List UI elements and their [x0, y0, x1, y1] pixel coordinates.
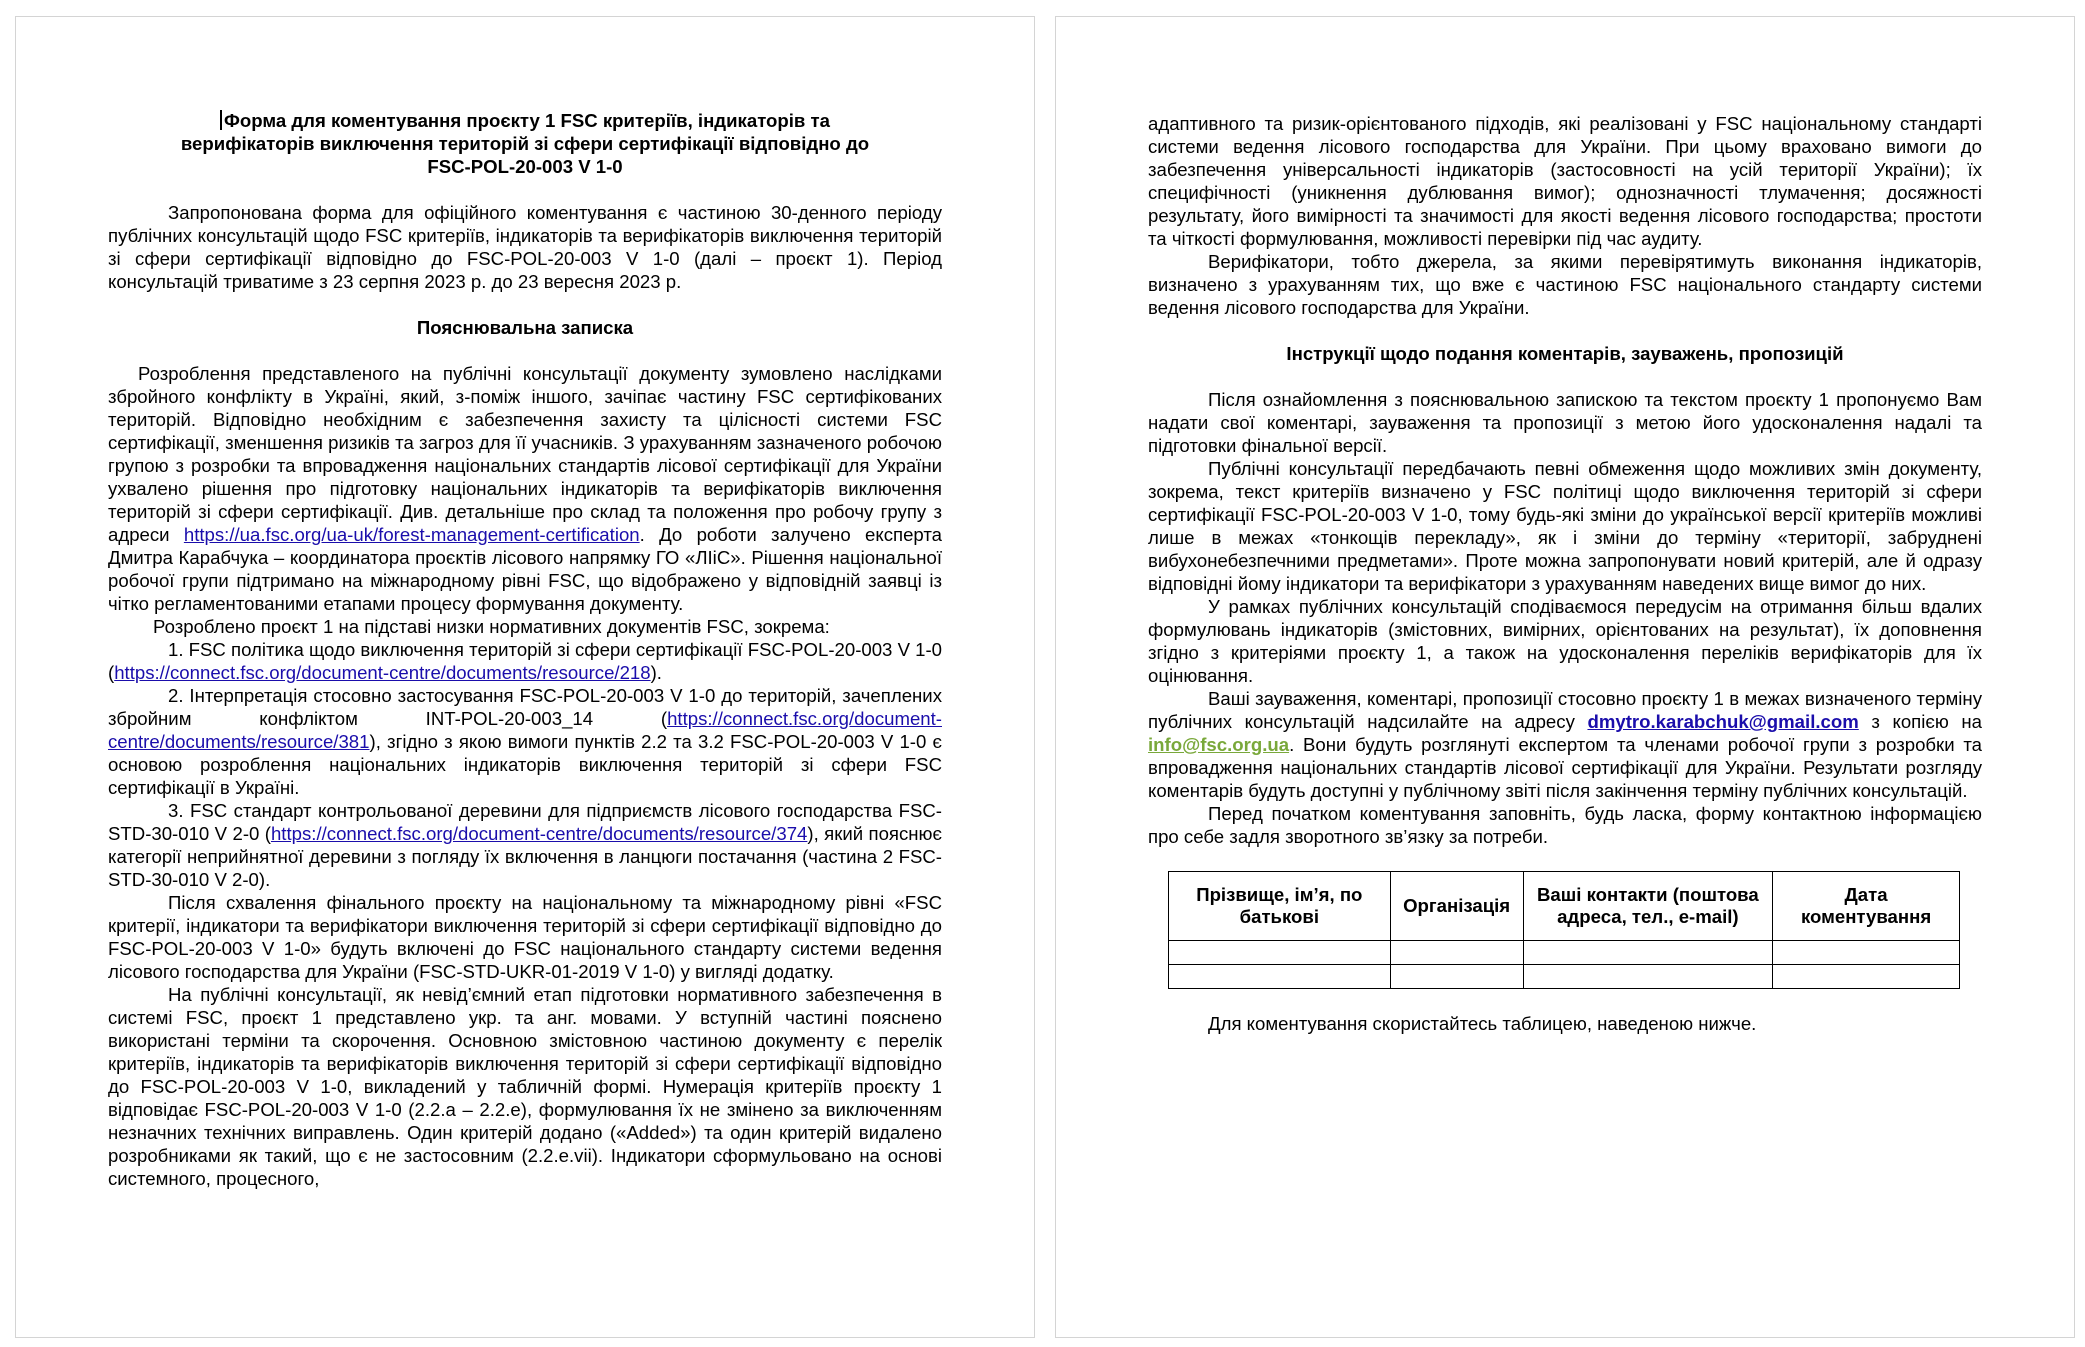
source-item-2-end: ), згідно з якою вимоги пунктів 2.2 та 3.2 FSC-POL-20-003 V 1-0 є основою розроблення національних індикаторів виключення територій зі сфери FSC сертифікації в Україні. — [108, 731, 942, 798]
table-cell[interactable] — [1390, 941, 1523, 965]
source-item-3 — [108, 799, 942, 891]
note-paragraph-4: На публічні консультації, як невід’ємний етап підготовки нормативного забезпечення в системі FSC, проєкт 1 представлено укр. та анг. мовами. У вступній частині пояснено використані терміни та скорочення. Основною змістовною частиною документу є перелік критеріїв, індикаторів та верифікаторів виключення територій зі сфери сертифікації відповідно до FSC-POL-20-003 V 1-0, викладений у табличній формі. Нумерація критеріїв проєкту 1 відповідає FSC-POL-20-003 V 1-0 (2.2.a – 2.2.e), формулювання їх не змінено за виключенням незначних технічних виправлень. Один критерій додано («Added») та один критерій видалено розробниками як такий, що є не застосовним (2.2.e.vii). Індикатори сформульовано на основі системного, процесного, — [108, 984, 942, 1189]
fsc-std-30-010-link[interactable]: https://connect.fsc.org/document-centre/documents/resource/374 — [270, 823, 808, 844]
table-row — [1169, 941, 1960, 965]
text-cursor — [220, 110, 222, 130]
instructions-paragraph-4-text: Ваші зауваження, коментарі, пропозиції стосовно проєкту 1 в межах визначеного терміну публічних консультацій надсилайте на адресу — [1148, 688, 1982, 732]
note-paragraph-1 — [108, 362, 942, 615]
instructions-paragraph-2: Публічні консультації передбачають певні обмеження щодо можливих змін документу, зокрема, текст критеріїв визначено у FSC політиці щодо виключення територій зі сфери сертифікації FSC-POL-20-003 V 1-0, тому будь-які зміни до української версії критеріїв можливі лише в межах «тонкощів перекладу», як і зміни до терміну «території, забруднені вибухонебезпечними предметами». Проте можна запропонувати новий критерій, але й одразу відповідні йому індикатори та верифікатори з урахуванням наведених вище вимог до них. — [1148, 458, 1982, 594]
source-item-1-end: ). — [650, 662, 662, 683]
fsc-pol-20-003-link[interactable]: https://connect.fsc.org/document-centre/documents/resource/218 — [114, 662, 651, 683]
contact-info-table — [1168, 871, 1960, 989]
table-row — [1169, 965, 1960, 989]
verifiers-paragraph: Верифікатори, тобто джерела, за якими перевірятимуть виконання індикаторів, визначено з урахуванням тих, що вже є частиною FSC національного стандарту системи ведення лісового господарства для України. — [1148, 251, 1982, 318]
table-cell[interactable] — [1169, 941, 1391, 965]
comment-table-note: Для коментування скористайтесь таблицею, наведеною нижче. — [1208, 1013, 1757, 1034]
instructions-heading: Інструкції щодо подання коментарів, зауважень, пропозицій — [1286, 343, 1844, 364]
form-title — [108, 109, 942, 178]
instructions-paragraph-3: У рамках публічних консультацій сподіваємося передусім на отримання більш вдалих формулювань індикаторів (змістовних, вимірних, орієнтованих на результат), їх доповнення згідно з критеріями проєкту 1, а також на удосконалення переліків верифікаторів для їх оцінювання. — [1148, 596, 1982, 686]
table-cell[interactable] — [1523, 941, 1773, 965]
document-page-right — [1055, 16, 2075, 1338]
source-item-1-text: 1. FSC політика щодо виключення територій зі сфери сертифікації FSC-POL-20-003 V 1-0 ( — [108, 639, 943, 683]
form-title-line-1: Форма для коментування проєкту 1 FSC критеріїв, індикаторів та — [224, 110, 830, 131]
page-left-content — [108, 109, 942, 1190]
instructions-paragraph-4-rest: . Вони будуть розглянуті експертом та членами робочої групи з розробки та впровадження національних стандартів лісової сертифікації для України. Результати розгляду коментарів будуть доступні у публічному звіті після закінчення терміну публічних консультацій. — [1148, 734, 1982, 801]
instructions-paragraph-4-mid: з копією на — [1858, 711, 1982, 732]
form-title-line-3: FSC-POL-20-003 V 1-0 — [427, 156, 623, 177]
instructions-paragraph-4 — [1148, 687, 1982, 802]
instructions-paragraph-5: Перед початком коментування заповніть, будь ласка, форму контактною інформацією про себе задля зворотного зв’язку за потреби. — [1148, 803, 1982, 847]
source-item-3-text: 3. FSC стандарт контрольованої деревини для підприємств лісового господарства FSC-STD-30-010 V 2-0 ( — [108, 800, 942, 844]
source-item-1 — [108, 638, 942, 684]
note-paragraph-3: Після схвалення фінального проєкту на національному та міжнародному рівні «FSC критерії, індикатори та верифікатори виключення територій зі сфери сертифікації відповідно до FSC-POL-20-003 V 1-0» будуть включені до FSC національного стандарту системи ведення лісового господарства для України (FSC-STD-UKR-01-2019 V 1-0) у вигляді додатку. — [108, 892, 942, 982]
table-cell[interactable] — [1390, 965, 1523, 989]
table-cell[interactable] — [1773, 941, 1960, 965]
header-full-name: Прізвище, ім’я, по батькові — [1169, 872, 1391, 941]
working-group-link[interactable]: https://ua.fsc.org/ua-uk/forest-management-certification — [183, 524, 640, 545]
continuation-paragraph: адаптивного та ризик-орієнтованого підходів, які реалізовані у FSC національному стандарті системи ведення лісового господарства для України. При цьому враховано вимоги до забезпечення універсальності індикаторів (застосовності на усій території України); їх специфічності (уникнення дублювання вимог); однозначності тлумачення; досяжності результату, його вимірності та значимості для якості ведення лісового господарства; простоти та чіткості формулювання, можливості перевірки під час аудиту. — [1148, 113, 1982, 249]
header-organization: Організація — [1390, 872, 1523, 941]
source-item-2 — [108, 684, 942, 799]
table-cell[interactable] — [1169, 965, 1391, 989]
expert-email-link[interactable]: dmytro.karabchuk@gmail.com — [1587, 711, 1859, 732]
explanatory-note-heading: Пояснювальна записка — [416, 317, 634, 338]
header-comment-date: Дата коментування — [1773, 872, 1960, 941]
intro-paragraph: Запропонована форма для офіційного коментування є частиною 30-денного періоду публічних консультацій щодо FSC критеріїв, індикаторів та верифікаторів виключення територій зі сфери сертифікації відповідно до FSC-POL-20-003 V 1-0 (далі – проєкт 1). Період консультацій триватиме з 23 серпня 2023 р. до 23 вересня 2023 р. — [108, 202, 942, 292]
note-paragraph-1-rest: . До роботи залучено експерта Дмитра Карабчука – координатора проєктів лісового напрямку ГО «ЛІіС». Рішення національної робочої групи підтримано на міжнародному рівні FSC, що відображено у відповідній заявці із чітко регламентованими етапами процесу формування документу. — [108, 524, 942, 614]
note-paragraph-1-text: Розроблення представленого на публічні консультації документу зумовлено наслідками збройного конфлікту в Україні, який, з-поміж іншого, зачіпає частину FSC сертифікованих територій. Відповідно необхідним є забезпечення захисту та цілісності системи FSC сертифікації, зменшення ризиків та загроз для її учасників. З урахуванням зазначеного робочою групою з розробки та впровадження національних стандартів лісової сертифікації для України ухвалено рішення про підготовку національних індикаторів та верифікаторів виключення територій зі сфери сертифікації. Див. детальніше про склад та положення про робочу групу з адреси — [108, 363, 942, 545]
fsc-email-link[interactable]: info@fsc.org.ua — [1148, 734, 1290, 755]
table-header-row — [1169, 872, 1960, 941]
table-cell[interactable] — [1523, 965, 1773, 989]
note-paragraph-2: Розроблено проєкт 1 на підставі низки нормативних документів FSC, зокрема: — [153, 616, 830, 637]
instructions-paragraph-1: Після ознайомлення з пояснювальною запискою та текстом проєкту 1 пропонуємо Вам надати свої коментарі, зауваження та пропозиції з метою його удосконалення надалі та підготовки фінальної версії. — [1148, 389, 1982, 456]
source-item-2-text: 2. Інтерпретація стосовно застосування FSC-POL-20-003 V 1-0 до територій, зачеплених збройним конфліктом INT-POL-20-003_14 ( — [108, 685, 942, 729]
table-cell[interactable] — [1773, 965, 1960, 989]
source-item-3-end: ), який пояснює категорії неприйнятної деревини з погляду їх включення в ланцюги постачання (частина 2 FSC-STD-30-010 V 2-0). — [108, 823, 942, 890]
header-contacts: Ваші контакти (поштова адреса, тел., e-mail) — [1523, 872, 1773, 941]
document-page-left — [15, 16, 1035, 1338]
form-title-line-2: верифікаторів виключення територій зі сфери сертифікації відповідно до — [180, 133, 870, 154]
int-pol-link[interactable]: https://connect.fsc.org/document-centre/documents/resource/381 — [108, 708, 942, 752]
page-right-content — [1148, 112, 1982, 1035]
